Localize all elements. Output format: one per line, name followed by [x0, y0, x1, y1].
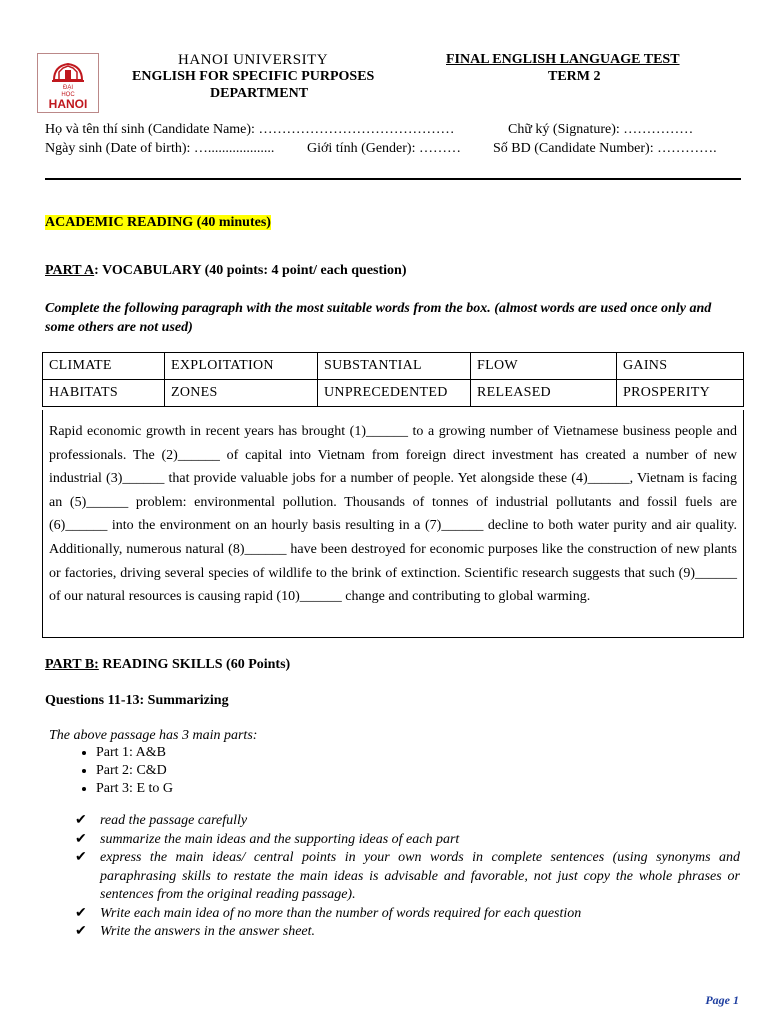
- checklist-item: [75, 923, 740, 942]
- checklist-text: read the passage carefully: [100, 813, 248, 828]
- list-item: • Part 1: A&B: [96, 744, 173, 762]
- divider: [45, 178, 741, 180]
- word-box-cell: PROSPERITY: [617, 380, 744, 407]
- checkmark-icon: ✔: [75, 850, 87, 865]
- candidate-number-field[interactable]: Số BD (Candidate Number): ………….: [493, 141, 717, 156]
- checklist-text: Write the answers in the answer sheet.: [100, 924, 316, 939]
- checklist-item: [75, 849, 740, 905]
- department-line1: ENGLISH FOR SPECIFIC PURPOSES: [132, 69, 375, 84]
- word-box-cell: FLOW: [471, 353, 617, 380]
- word-box-cell: HABITATS: [43, 380, 165, 407]
- gender-field[interactable]: Giới tính (Gender): ………: [307, 141, 461, 156]
- gap-fill-paragraph: Rapid economic growth in recent years has brought (1)______ to a growing number of Vietnamese business people and professionals. The (2)______ of capital into Vietnam from foreign direct investment has created a number of new industrial (3)______ that provide valuable jobs for a number of people. Yet alongside these (4)______, Vietnam is facing an (5)______ problem: environmental pollution. Thousands of tonnes of industrial pollutants and fossil fuels are (6)______ into the environment on an hourly basis resulting in a (7)______ decline to both water purity and air quality. Additionally, numerous natural (8)______ have been destroyed for economic purposes like the construction of new plants or factories, driving several species of wildlife to the brink of extinction. Scientific research suggests that such (9)______ of our natural resources is causing rapid (10)______ change and contributing to global warming.: [42, 410, 744, 638]
- word-box-row: [43, 353, 744, 380]
- word-box-cell: EXPLOITATION: [165, 353, 318, 380]
- checklist-item: [75, 831, 740, 850]
- department-line2: DEPARTMENT: [210, 86, 309, 101]
- part-a-title: : VOCABULARY (40 points: 4 point/ each question): [94, 263, 407, 278]
- page-number: Page 1: [705, 993, 739, 1007]
- parts-list: [56, 744, 173, 798]
- checklist-item: [75, 905, 740, 924]
- word-box-cell: SUBSTANTIAL: [318, 353, 471, 380]
- university-logo: [37, 53, 99, 113]
- date-of-birth-field[interactable]: Ngày sinh (Date of birth): …...................: [45, 141, 275, 156]
- checkmark-icon: ✔: [75, 924, 87, 939]
- part-b-label: PART B:: [45, 657, 99, 672]
- word-box-row: [43, 380, 744, 407]
- list-item: • Part 2: C&D: [96, 762, 173, 780]
- section-title-text: ACADEMIC READING (40 minutes): [45, 215, 271, 230]
- test-term: TERM 2: [548, 69, 601, 84]
- checklist-text: Write each main idea of no more than the number of words required for each question: [100, 905, 582, 921]
- part-b-title: READING SKILLS (60 Points): [98, 657, 291, 672]
- word-box-cell: ZONES: [165, 380, 318, 407]
- logo-text-line3: HANOI: [48, 97, 88, 111]
- part-a-label: PART A: [45, 263, 95, 278]
- passage-intro: The above passage has 3 main parts:: [49, 728, 258, 743]
- list-item: • Part 3: E to G: [96, 780, 173, 798]
- logo-text-line2: HỌC: [61, 92, 75, 98]
- test-title: FINAL ENGLISH LANGUAGE TEST: [446, 52, 680, 67]
- word-box-cell: UNPRECEDENTED: [318, 380, 471, 407]
- word-box-cell: CLIMATE: [43, 353, 165, 380]
- candidate-name-field[interactable]: Họ và tên thí sinh (Candidate Name): ……………………………………: [45, 122, 455, 137]
- instructions-checklist: [75, 812, 740, 942]
- university-name: HANOI UNIVERSITY: [178, 52, 329, 68]
- part-b-heading: [45, 657, 290, 673]
- logo-text-line1: ĐẠI: [62, 85, 74, 91]
- section-title: [45, 213, 271, 231]
- checkmark-icon: ✔: [75, 831, 87, 847]
- word-box: [42, 352, 744, 407]
- word-box-cell: RELEASED: [471, 380, 617, 407]
- word-box-cell: GAINS: [617, 353, 744, 380]
- checklist-item: [75, 812, 740, 831]
- checkmark-icon: ✔: [75, 905, 87, 921]
- checklist-text: express the main ideas/ central points in your own words in complete sentences (using synonyms and paraphrasing skills to restate the main ideas is advisable and favorable, not just copy the whole phrases or sentences from the original reading passage).: [100, 850, 740, 902]
- signature-field[interactable]: Chữ ký (Signature): ……………: [508, 122, 694, 137]
- checkmark-icon: ✔: [75, 813, 87, 828]
- questions-title: Questions 11-13: Summarizing: [45, 693, 229, 708]
- part-a-instruction: Complete the following paragraph with the most suitable words from the box. (almost words are used once only and some others are not used): [45, 301, 712, 335]
- part-a-heading: [45, 263, 407, 279]
- checklist-text: summarize the main ideas and the supporting ideas of each part: [100, 831, 460, 847]
